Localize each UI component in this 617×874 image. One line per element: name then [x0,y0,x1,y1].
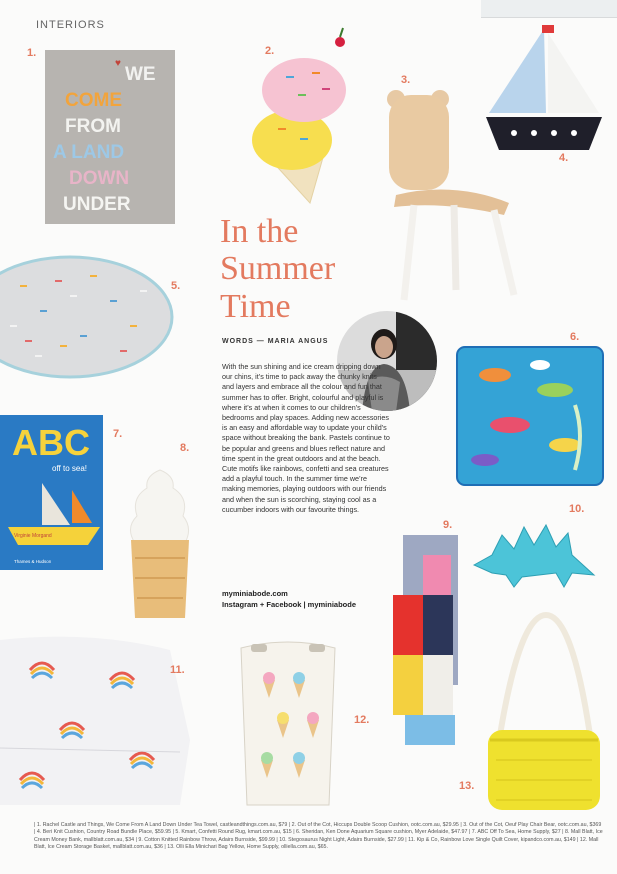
website-block [222,588,356,610]
item-number: 8. [180,442,190,454]
title-line: Summer [220,250,336,288]
rainbow-throw [393,535,468,750]
title-line: Time [220,287,291,325]
abc-book [0,415,103,570]
social-handles: Instagram + Facebook | myminiabode [222,600,357,609]
rainbow-quilt [0,630,195,810]
ice-cream-basket [233,640,343,810]
item-number: 6. [570,331,580,343]
ice-cream-cushion [240,28,350,208]
item-number: 3. [401,74,411,86]
item-number: 10. [569,503,585,515]
poster-word: WE [125,64,156,85]
product-credits: | 1. Rachel Castle and Things, We Come From A Land Down Under Tea Towel, castleandthings.com.au, $79 | 2. Out of the Cot, Hiccups Double Scoop Cushion, ootc.com.au, $29.95 | 3. Out of the Cot, Oeuf Play Chair Bear, ootc.com.au, $369 | 4. Beri Knit Cushion, Country Road Bundle Place, $59.95 | 5. Kmart, Confetti Round Rug, kmart.com.au, $15 | 6. Sheridan, Ken Done Aquarium Square cushion, Myer Adelaide, $47.97 | 7. ABC Off To Sea, Home Supply, $27 | 8. Mall Blatt, Ice Cream Money Bank, mallblatt.com.au, $34 | 9. Cotton Knitted Rainbow Throw, Adairs Burnside, $99.99 | 10. Stegosaurus Night Light, Adairs Burnside, $27.99 | 11. Kip & Co, Rainbow Love Single Quilt Cover, kipandco.com.au, $149 | 12. Mall Blatt, Ice Cream Storage Basket, mallblatt.com.au, $36 | 13. Olli Ella Minichari Bag Yellow, Home Supply, olliella.com.au, $65. [34,822,603,850]
stegosaurus-light [472,515,597,590]
svg-text:♥: ♥ [115,58,121,69]
book-title: ABC [12,422,90,463]
poster-word: UNDER [63,194,131,215]
poster-word: COME [65,90,122,111]
item-number: 4. [559,152,569,164]
article-title [220,213,390,325]
aquarium-cushion [455,345,605,487]
website-link[interactable]: myminiabode.com [222,589,288,598]
confetti-rug [0,255,175,380]
item-number: 7. [113,428,123,440]
item-number: 5. [171,280,181,292]
section-label: INTERIORS [36,19,105,31]
ice-cream-bank [125,468,195,620]
sailboat-cushion [484,25,604,155]
title-line: In the [220,213,299,250]
book-publisher: Thames & Hudson [14,559,52,564]
book-subtitle: off to sea! [52,464,87,473]
scan-edge [481,0,617,18]
poster-word: DOWN [69,168,130,189]
book-author: Virginie Morgand [14,533,52,539]
article-body: With the sun shining and ice cream dripping down our chins, it’s time to pack away the chunky knits and layers and embrace all the colour and fun that summer has to offer. Bright, colourful and playful is where it’s at when it comes to our children’s bedrooms and play spaces. Adding new accessories is an easy and affordable way to update your child’s space without breaking the bank. Pastels continue to be popular and greens and blues reflect nature and time spent in the great outdoors and at the beach. Cute motifs like rainbows, confetti and sea creatures add a playful touch. In the summer time we’re making memories, playing outdoors with our friends and when the sun is scorching, staying cool as a cucumber indoors with our favourite things. [222,362,390,514]
item-number: 12. [354,714,370,726]
poster-word: A LAND [53,142,125,163]
tea-towel-poster [45,50,175,224]
byline: WORDS — MARIA ANGUS [222,338,329,345]
item-number: 1. [27,47,37,59]
item-number: 2. [265,45,275,57]
item-number: 9. [443,519,453,531]
yellow-bag [480,615,610,815]
poster-word: FROM [65,116,121,137]
item-number: 13. [459,780,475,792]
item-number: 11. [170,664,185,676]
